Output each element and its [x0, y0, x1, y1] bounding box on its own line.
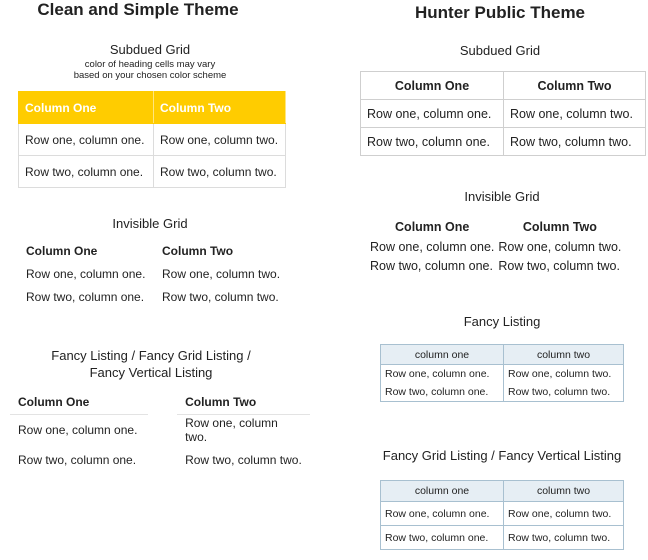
column-header: Column One — [19, 92, 154, 124]
subdued-grid-title: Subdued Grid — [459, 43, 541, 58]
fancy-listing-title: Fancy Listing / Fancy Grid Listing / — [51, 348, 251, 363]
table-cell: Row two, column two. — [154, 156, 286, 188]
table-row — [19, 156, 286, 188]
table-cell: Row one, column two. — [185, 416, 278, 444]
table-row — [361, 100, 646, 128]
column-header: column one — [381, 345, 504, 365]
table-cell: Row one, column two. — [162, 266, 281, 281]
table-row — [381, 526, 624, 550]
column-header: Column Two — [177, 390, 310, 415]
fancy-grid-listing-title: Fancy Grid Listing / Fancy Vertical Listing — [382, 448, 622, 463]
column-header: Column Two — [162, 244, 234, 258]
table-row — [381, 383, 624, 402]
column-header: Column One — [10, 390, 148, 415]
table-cell: Row two, column two. — [504, 128, 646, 156]
table-cell: Row one, column two. — [504, 365, 624, 384]
table-cell: Row one, column one. — [381, 365, 504, 384]
table-cell: Row two, column one. — [18, 453, 137, 467]
header-gap — [148, 390, 177, 415]
fancy-listing-table — [380, 344, 624, 402]
table-row — [381, 365, 624, 384]
theme-title: Clean and Simple Theme — [37, 0, 239, 19]
table-cell: Row two, column two. — [504, 526, 624, 550]
table-row — [19, 124, 286, 156]
table-row — [18, 262, 288, 285]
invisible-grid-title: Invisible Grid — [112, 216, 188, 231]
table-cell: Row two, column two. — [504, 383, 624, 402]
column-header: Column One — [361, 72, 504, 100]
table-cell: Row two, column one. — [26, 289, 145, 304]
table-cell: Row two, column one. — [370, 258, 493, 273]
column-header: Column One — [395, 220, 470, 234]
table-header-row — [381, 481, 624, 502]
table-cell: Row two, column two. — [185, 453, 302, 467]
table-row — [381, 502, 624, 526]
fancy-listing-title: Fancy Listing — [463, 314, 541, 329]
table-cell: Row one, column one. — [26, 266, 146, 281]
table-row — [18, 285, 288, 308]
table-cell: Row one, column one. — [19, 124, 154, 156]
column-header: Column Two — [504, 72, 646, 100]
table-header-row — [10, 390, 310, 415]
table-header-row — [361, 72, 646, 100]
table-cell: Row one, column one. — [18, 423, 138, 437]
table-cell: Row one, column one. — [370, 239, 495, 254]
column-header: Column Two — [522, 220, 597, 234]
subdued-grid-table — [360, 71, 646, 156]
table-cell: Row two, column two. — [162, 289, 279, 304]
subdued-grid-table — [18, 91, 286, 188]
table-header-row — [19, 92, 286, 124]
table-cell: Row one, column two. — [504, 100, 646, 128]
fancy-listing-table — [10, 390, 310, 475]
cell-gap — [148, 445, 177, 475]
table-cell: Row two, column one. — [361, 128, 504, 156]
table-cell: Row two, column one. — [19, 156, 154, 188]
table-header-row — [18, 240, 288, 262]
table-cell: Row two, column one. — [381, 526, 504, 550]
column-header: column two — [504, 345, 624, 365]
table-row — [361, 128, 646, 156]
table-cell: Row two, column two. — [498, 258, 620, 273]
column-header: column two — [504, 481, 624, 502]
subdued-grid-title: Subdued Grid — [109, 42, 191, 57]
table-row — [10, 415, 310, 446]
fancy-listing-title: Fancy Vertical Listing — [89, 365, 213, 380]
invisible-grid-table — [368, 217, 623, 275]
fancy-grid-listing-table — [380, 480, 624, 550]
theme-title: Hunter Public Theme — [414, 3, 586, 22]
column-header: Column Two — [154, 92, 286, 124]
heading-color-note: color of heading cells may vary — [84, 59, 216, 70]
heading-color-note: based on your chosen color scheme — [73, 70, 227, 81]
table-cell: Row one, column one. — [381, 502, 504, 526]
invisible-grid-title: Invisible Grid — [464, 189, 540, 204]
table-header-row — [381, 345, 624, 365]
invisible-grid-table — [18, 240, 288, 308]
table-cell: Row two, column one. — [381, 383, 504, 402]
table-cell: Row one, column two. — [498, 239, 622, 254]
table-row — [368, 237, 623, 256]
cell-gap — [148, 415, 177, 446]
table-row — [368, 256, 623, 275]
column-header: column one — [381, 481, 504, 502]
column-header: Column One — [26, 244, 98, 258]
table-cell: Row one, column two. — [154, 124, 286, 156]
table-cell: Row one, column two. — [504, 502, 624, 526]
table-row — [10, 445, 310, 475]
table-header-row — [368, 217, 623, 237]
table-cell: Row one, column one. — [361, 100, 504, 128]
